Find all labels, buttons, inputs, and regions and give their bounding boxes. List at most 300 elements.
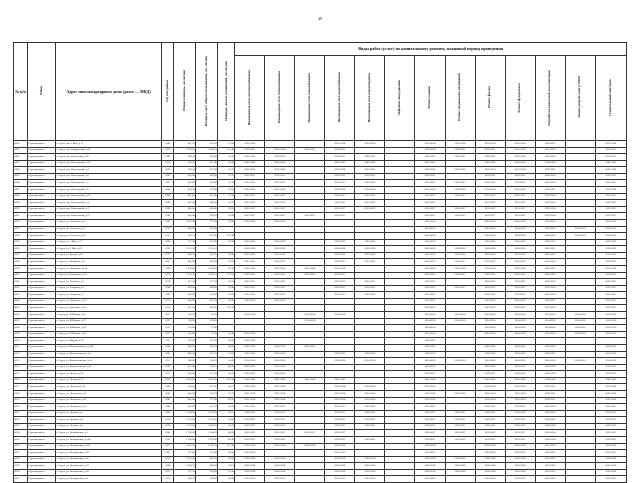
cell-year: 1918 [162, 279, 174, 286]
cell-work-period: 2032-2034 [415, 141, 445, 148]
table-row [14, 410, 627, 417]
cell-work-period [295, 160, 325, 167]
cell-work-period [385, 193, 415, 200]
cell-work-period [235, 325, 265, 332]
cell-area-residential: 88,80 [218, 430, 235, 437]
table-row [14, 173, 627, 180]
cell-work-period: 2035-2037 [235, 206, 265, 213]
cell-work-period [355, 298, 385, 305]
cell-work-period: 2014-2016 [535, 318, 565, 325]
cell-work-period: 2032-2034 [355, 141, 385, 148]
cell-work-period: 2023-2025 [475, 252, 505, 259]
cell-work-period: 2035-2037 [235, 404, 265, 411]
cell-work-period: 2035-2037 [235, 259, 265, 266]
cell-work-period: 2026-2028 [325, 443, 355, 450]
cell-work-period [565, 476, 595, 483]
cell-rayon: Сурский район [28, 390, 56, 397]
cell-work-period [385, 219, 415, 226]
cell-work-period: 2014-2016 [415, 331, 445, 338]
cell-work-period [385, 265, 415, 272]
cell-area-total: 442,00 [174, 226, 196, 233]
cell-work-period: 2035-2037 [265, 259, 295, 266]
cell-work-period: 2020-2022 [265, 351, 295, 358]
cell-work-period: 2035-2037 [325, 259, 355, 266]
cell-area-residential: 25,00 [218, 259, 235, 266]
cell-work-period: 2032-2034 [475, 141, 505, 148]
cell-work-period: 2032-2034 [475, 187, 505, 194]
cell-work-period [295, 463, 325, 470]
cell-work-period [385, 344, 415, 351]
cell-work-period [265, 312, 295, 319]
cell-work-period [385, 443, 415, 450]
cell-work-period: 2014-2016 [445, 318, 475, 325]
cell-work-period: 2029-2031 [475, 423, 505, 430]
cell-work-period: 2021-2023 [505, 147, 535, 154]
cell-area-common: 265,60 [196, 226, 218, 233]
cell-work-period: 2014-2016 [595, 233, 626, 240]
cell-work-period: 2035-2037 [445, 259, 475, 266]
cell-work-period [235, 318, 265, 325]
cell-work-period [295, 173, 325, 180]
cell-number: 4313 [14, 358, 28, 365]
cell-work-period [295, 200, 325, 207]
cell-work-period: 2029-2031 [355, 173, 385, 180]
cell-work-period [565, 423, 595, 430]
cell-work-period: 2032-2034 [355, 167, 385, 174]
cell-number: 4283 [14, 160, 28, 167]
cell-work-period: 2032-2034 [475, 384, 505, 391]
cell-work-period: 2035-2037 [595, 430, 626, 437]
cell-work-period: 2026-2028 [265, 469, 295, 476]
cell-work-period: 2035-2037 [445, 430, 475, 437]
cell-work-period: 2035-2037 [325, 213, 355, 220]
cell-work-period: 2035-2037 [265, 200, 295, 207]
cell-work-period [385, 187, 415, 194]
cell-work-period: 2032-2034 [595, 390, 626, 397]
cell-rayon: Сурский район [28, 397, 56, 404]
cell-address: г. Сурск, ул. Советская, д.7 [56, 226, 162, 233]
cell-work-period: 2032-2034 [445, 167, 475, 174]
cell-work-period: 2029-2031 [505, 410, 535, 417]
cell-area-common: 408,60 [196, 206, 218, 213]
table-row [14, 338, 627, 345]
cell-address: г. Сурск, пер. Пионерский, д.7 [56, 180, 162, 187]
cell-work-period: 2032-2034 [415, 384, 445, 391]
cell-year: 1917 [162, 371, 174, 378]
cell-work-period [265, 325, 295, 332]
cell-year: 1981 [162, 397, 174, 404]
cell-work-period [295, 226, 325, 233]
cell-work-period: 2026-2028 [415, 463, 445, 470]
cell-work-period [355, 331, 385, 338]
cell-work-period [445, 219, 475, 226]
header-work-type: Инженерные сети электроснабжения [235, 56, 265, 141]
cell-work-period: 2020-2022 [535, 298, 565, 305]
cell-work-period: 2023-2025 [535, 456, 565, 463]
cell-work-period: 2020-2022 [535, 450, 565, 457]
cell-rayon: Сурский район [28, 160, 56, 167]
cell-area-total: 220,70 [174, 233, 196, 240]
cell-address: г. Сурск, пер. Пионерский, д.4 [56, 167, 162, 174]
cell-area-residential: 151,48 [218, 147, 235, 154]
cell-work-period: 2029-2031 [535, 265, 565, 272]
cell-work-period [385, 430, 415, 437]
cell-work-period: 2020-2022 [595, 344, 626, 351]
cell-area-residential: 76,60 [218, 456, 235, 463]
cell-work-period: 2032-2034 [235, 187, 265, 194]
cell-address: г. Сурск, ул. Лоскутова, д.13 [56, 404, 162, 411]
cell-work-period: 2032-2034 [445, 141, 475, 148]
cell-work-period: 2032-2034 [475, 167, 505, 174]
table-row [14, 193, 627, 200]
cell-work-period [355, 430, 385, 437]
header-work-type: Лифтовое оборудование [385, 56, 415, 141]
cell-address: г. Сурск, ул. Комсомольская, д.4 [56, 364, 162, 371]
cell-work-period: 2029-2031 [505, 272, 535, 279]
cell-area-total: 645,90 [174, 390, 196, 397]
cell-work-period: 2014-2016 [475, 331, 505, 338]
cell-work-period: 2014-2016 [415, 312, 445, 319]
cell-work-period: 2032-2034 [235, 384, 265, 391]
cell-work-period [565, 298, 595, 305]
cell-work-period: 2032-2034 [595, 187, 626, 194]
cell-work-period: 2035-2037 [235, 200, 265, 207]
cell-year: 1971 [162, 443, 174, 450]
cell-area-common: 892,30 [196, 456, 218, 463]
cell-rayon: Сурский район [28, 338, 56, 345]
cell-work-period: 2035-2037 [265, 193, 295, 200]
cell-work-period [385, 463, 415, 470]
cell-area-total: 463,60 [174, 206, 196, 213]
cell-work-period: 2035-2037 [265, 404, 295, 411]
cell-work-period [445, 476, 475, 483]
cell-work-period: 2014-2016 [475, 358, 505, 365]
cell-work-period: 2014-2016 [505, 226, 535, 233]
cell-area-total: 467,40 [174, 200, 196, 207]
cell-work-period [325, 325, 355, 332]
cell-work-period: 2026-2028 [355, 246, 385, 253]
cell-work-period [295, 423, 325, 430]
cell-work-period: 2014-2016 [235, 358, 265, 365]
cell-work-period: 2035-2037 [595, 292, 626, 299]
cell-year: 1917 [162, 318, 174, 325]
cell-area-total: 458,80 [174, 371, 196, 378]
cell-work-period: 2014-2016 [595, 226, 626, 233]
cell-rayon: Сурский район [28, 226, 56, 233]
cell-work-period: 2023-2025 [535, 469, 565, 476]
cell-area-residential: 98,90 [218, 338, 235, 345]
cell-rayon: Сурский район [28, 312, 56, 319]
cell-work-period: 2020-2022 [265, 219, 295, 226]
cell-work-period [385, 272, 415, 279]
cell-work-period: 2032-2034 [325, 167, 355, 174]
cell-work-period [385, 141, 415, 148]
cell-work-period: 2023-2025 [265, 476, 295, 483]
cell-work-period [295, 351, 325, 358]
cell-year: 1917 [162, 331, 174, 338]
table-row [14, 213, 627, 220]
cell-work-period [355, 226, 385, 233]
cell-work-period: 2014-2016 [535, 312, 565, 319]
cell-work-period [295, 154, 325, 161]
cell-work-period: 2023-2025 [235, 364, 265, 371]
cell-area-residential: 69,84 [218, 450, 235, 457]
cell-work-period: 2041-2043 [265, 160, 295, 167]
cell-work-period [475, 338, 505, 345]
cell-rayon: Сурский район [28, 423, 56, 430]
cell-work-period: 2016-2016 [505, 219, 535, 226]
cell-number: 4291 [14, 213, 28, 220]
cell-number: 4307 [14, 318, 28, 325]
cell-work-period: 2041-2043 [475, 377, 505, 384]
cell-work-period: 2032-2034 [235, 167, 265, 174]
header-work-type: Строительный контроль [595, 56, 626, 141]
cell-work-period: 2035-2037 [445, 285, 475, 292]
cell-work-period: 2032-2034 [265, 187, 295, 194]
cell-year: 1948 [162, 285, 174, 292]
cell-work-period [385, 226, 415, 233]
cell-work-period [445, 331, 475, 338]
cell-work-period [265, 305, 295, 312]
cell-work-period: 2023-2025 [505, 252, 535, 259]
cell-work-period: 2029-2031 [235, 423, 265, 430]
cell-work-period: 2020-2022 [535, 252, 565, 259]
cell-work-period: 2041-2043 [415, 160, 445, 167]
cell-work-period [295, 325, 325, 332]
cell-area-residential: 60,30 [218, 437, 235, 444]
cell-work-period: 2032-2034 [475, 397, 505, 404]
cell-address: г. Сурск, ул. К.Маркса, д.36 [56, 331, 162, 338]
cell-work-period: 2026-2028 [355, 463, 385, 470]
cell-year: 1966 [162, 239, 174, 246]
cell-work-period: 2023-2025 [325, 450, 355, 457]
cell-number: 4294 [14, 233, 28, 240]
cell-number: 4312 [14, 351, 28, 358]
table-row [14, 285, 627, 292]
cell-work-period [565, 417, 595, 424]
cell-area-total: 1 641,10 [174, 443, 196, 450]
cell-area-common: 431,70 [196, 298, 218, 305]
cell-work-period: 2029-2031 [595, 410, 626, 417]
cell-work-period: 2020-2022 [415, 344, 445, 351]
cell-work-period: 2026-2028 [325, 463, 355, 470]
table-row [14, 397, 627, 404]
cell-work-period [385, 450, 415, 457]
cell-work-period: 2035-2037 [355, 285, 385, 292]
cell-work-period [385, 213, 415, 220]
cell-work-period: 2029-2031 [445, 410, 475, 417]
cell-work-period: 2014-2016 [565, 226, 595, 233]
cell-work-period: 2020-2022 [595, 351, 626, 358]
cell-year: 1988 [162, 404, 174, 411]
cell-rayon: Сурский район [28, 252, 56, 259]
cell-area-common: 626,70 [196, 344, 218, 351]
cell-work-period: 2029-2031 [595, 147, 626, 154]
table-row [14, 206, 627, 213]
cell-work-period [295, 390, 325, 397]
cell-number: 4330 [14, 469, 28, 476]
cell-rayon: Сурский район [28, 443, 56, 450]
cell-work-period [295, 239, 325, 246]
cell-work-period [535, 338, 565, 345]
table-row [14, 463, 627, 470]
cell-work-period [565, 246, 595, 253]
table-body [14, 141, 627, 483]
cell-work-period [565, 305, 595, 312]
cell-number: 4280 [14, 141, 28, 148]
cell-area-total: 419,50 [174, 187, 196, 194]
cell-work-period [385, 384, 415, 391]
cell-work-period: 2032-2034 [535, 259, 565, 266]
cell-area-residential [218, 325, 235, 332]
cell-area-total: 1 067,40 [174, 219, 196, 226]
cell-number: 4288 [14, 193, 28, 200]
cell-area-residential: 60,10 [218, 410, 235, 417]
cell-work-period: 2035-2037 [595, 404, 626, 411]
cell-work-period: 2023-2025 [475, 364, 505, 371]
cell-address: г. Сурск, ул. Лоскутова, д.10 [56, 390, 162, 397]
cell-number: 4316 [14, 377, 28, 384]
table-row [14, 456, 627, 463]
cell-area-total: 456,00 [174, 285, 196, 292]
cell-work-period: 2029-2031 [445, 417, 475, 424]
cell-work-period: 2026-2028 [595, 469, 626, 476]
cell-work-period [565, 279, 595, 286]
cell-area-total: 606,70 [174, 252, 196, 259]
cell-area-common: 1 185,70 [196, 443, 218, 450]
cell-work-period: 2014-2016 [415, 318, 445, 325]
cell-work-period: 2023-2025 [505, 279, 535, 286]
cell-work-period: 2032-2034 [265, 384, 295, 391]
cell-area-common: 265,00 [196, 154, 218, 161]
cell-work-period: 2041-2043 [595, 377, 626, 384]
cell-rayon: Сурский район [28, 246, 56, 253]
cell-work-period: 2016-2016 [235, 312, 265, 319]
cell-work-period: 2029-2031 [355, 154, 385, 161]
cell-rayon: Сурский район [28, 371, 56, 378]
cell-work-period: 2032-2034 [595, 265, 626, 272]
cell-work-period: 2023-2025 [325, 252, 355, 259]
cell-work-period [445, 344, 475, 351]
cell-work-period: 2026-2028 [535, 423, 565, 430]
cell-area-residential: 74,00 [218, 351, 235, 358]
cell-number: 4289 [14, 200, 28, 207]
cell-work-period: 2026-2028 [355, 469, 385, 476]
cell-area-residential: 59,60 [218, 417, 235, 424]
cell-work-period [355, 377, 385, 384]
cell-work-period [355, 312, 385, 319]
cell-work-period [565, 147, 595, 154]
cell-work-period [445, 173, 475, 180]
cell-number: 4287 [14, 187, 28, 194]
cell-work-period: 2035-2037 [595, 213, 626, 220]
cell-work-period [295, 187, 325, 194]
cell-address: г. Сурск, ул. Д.Бедного, д.12 [56, 298, 162, 305]
cell-number: 4303 [14, 292, 28, 299]
cell-work-period [295, 476, 325, 483]
cell-work-period [325, 226, 355, 233]
cell-work-period [445, 233, 475, 240]
cell-work-period [235, 226, 265, 233]
cell-area-residential: 57,00 [218, 469, 235, 476]
cell-area-total: 131,60 [174, 325, 196, 332]
cell-address: г. Сурск, ул. К.Маркса, д.25 [56, 312, 162, 319]
cell-work-period: 2014-2016 [295, 318, 325, 325]
cell-work-period: 2023-2025 [475, 476, 505, 483]
cell-area-common: 357,50 [196, 371, 218, 378]
table-row [14, 305, 627, 312]
cell-work-period: 2023-2025 [505, 450, 535, 457]
cell-work-period: 2014-2016 [475, 312, 505, 319]
cell-address: г. Сурск, ул. Комсомольская, д.15Б [56, 344, 162, 351]
cell-work-period: 2026-2028 [325, 456, 355, 463]
cell-work-period [565, 259, 595, 266]
cell-work-period: 2029-2031 [445, 437, 475, 444]
cell-work-period: 2029-2031 [265, 173, 295, 180]
cell-work-period [265, 318, 295, 325]
cell-area-total: 825,00 [174, 404, 196, 411]
cell-area-residential: 111,22 [218, 272, 235, 279]
cell-work-period [445, 279, 475, 286]
cell-year: 1917 [162, 325, 174, 332]
cell-area-total: 740,00 [174, 384, 196, 391]
cell-work-period: 2035-2037 [595, 180, 626, 187]
cell-rayon: Сурский район [28, 167, 56, 174]
cell-work-period: 2041-2043 [325, 160, 355, 167]
cell-area-total: 268,80 [174, 358, 196, 365]
cell-work-period: 2035-2037 [235, 430, 265, 437]
cell-work-period: 2029-2031 [355, 410, 385, 417]
cell-work-period [235, 305, 265, 312]
cell-area-common: 3 018,50 [196, 377, 218, 384]
cell-work-period [385, 358, 415, 365]
cell-work-period: 2020-2022 [295, 344, 325, 351]
cell-work-period: 2026-2028 [445, 469, 475, 476]
cell-area-residential: 119,99 [218, 233, 235, 240]
cell-work-period [445, 384, 475, 391]
cell-work-period: 2014-2016 [415, 325, 445, 332]
cell-work-period: 2023-2025 [535, 246, 565, 253]
cell-work-period: 2029-2031 [265, 417, 295, 424]
cell-work-period: 2041-2043 [505, 377, 535, 384]
cell-number: 4296 [14, 246, 28, 253]
cell-work-period: 2032-2034 [235, 397, 265, 404]
cell-rayon: Сурский район [28, 180, 56, 187]
cell-rayon: Сурский район [28, 318, 56, 325]
cell-work-period: 2035-2037 [235, 180, 265, 187]
cell-work-period: 2035-2037 [325, 430, 355, 437]
cell-work-period [295, 285, 325, 292]
cell-work-period: 2026-2028 [535, 173, 565, 180]
cell-work-period: 2032-2034 [535, 193, 565, 200]
table-row [14, 443, 627, 450]
cell-work-period [565, 193, 595, 200]
cell-work-period: 2020-2022 [235, 219, 265, 226]
cell-work-period: 2029-2031 [325, 173, 355, 180]
cell-work-period: 2026-2028 [535, 371, 565, 378]
cell-area-total: 1 131,10 [174, 246, 196, 253]
cell-address: г. Сурск, ул. Октябрьская, д.22 [56, 463, 162, 470]
cell-area-common: 376,80 [196, 180, 218, 187]
cell-work-period: 2032-2034 [325, 141, 355, 148]
cell-area-total: 202,10 [174, 312, 196, 319]
cell-work-period: 2041-2043 [235, 377, 265, 384]
cell-area-residential [218, 226, 235, 233]
cell-area-total: 745,00 [174, 160, 196, 167]
cell-work-period: 2014-2016 [535, 325, 565, 332]
cell-work-period [355, 371, 385, 378]
cell-work-period: 2035-2037 [415, 206, 445, 213]
